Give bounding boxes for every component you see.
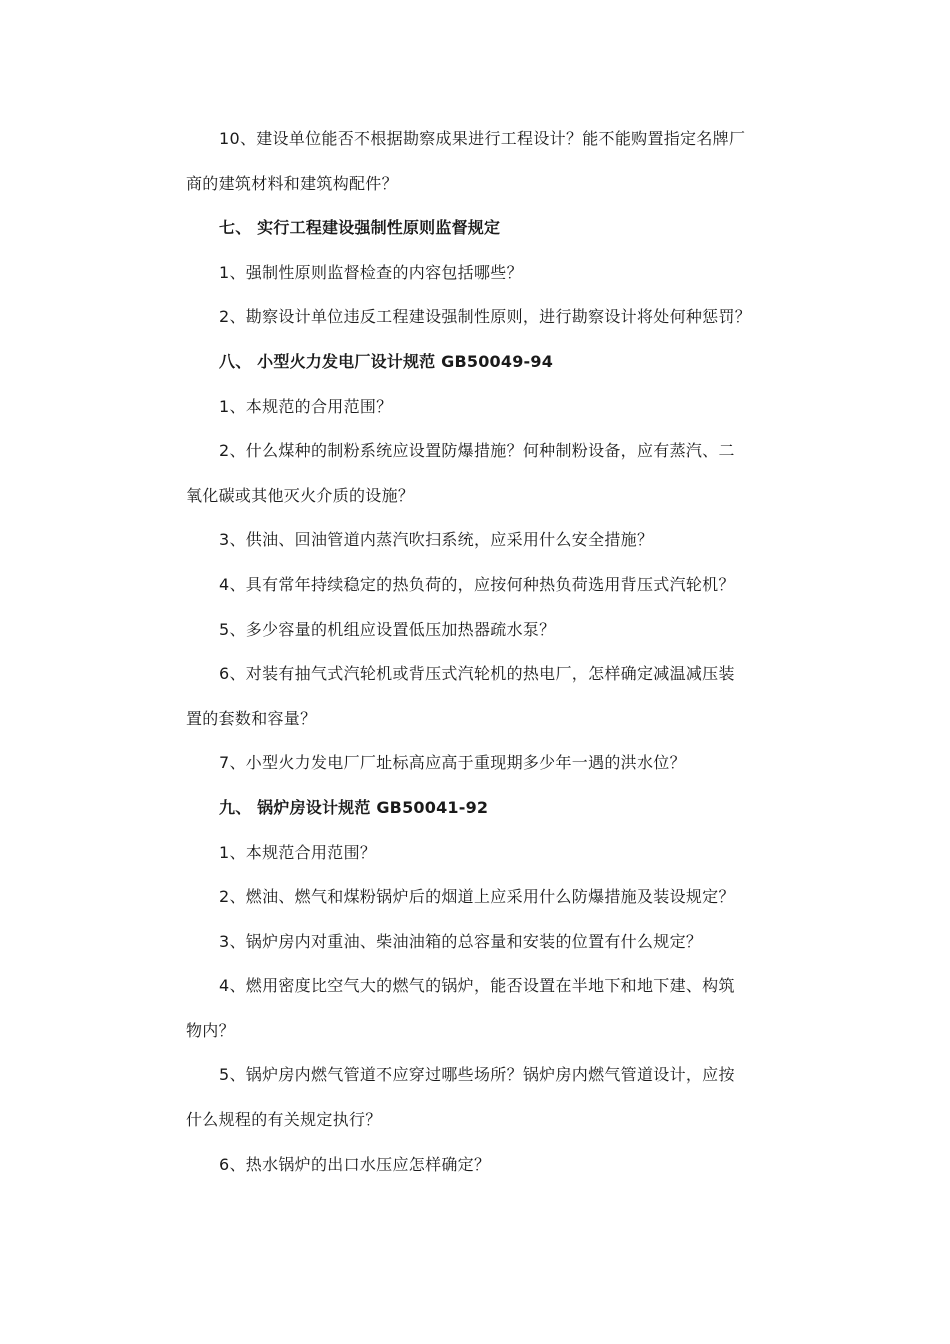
paragraph-line: 5、锅炉房内燃气管道不应穿过哪些场所？锅炉房内燃气管道设计，应按 bbox=[219, 1065, 735, 1085]
paragraph-line: 10、建设单位能否不根据勘察成果进行工程设计？能不能购置指定名牌厂 bbox=[219, 129, 746, 148]
paragraph-line: 2、什么煤种的制粉系统应设置防爆措施？何种制粉设备，应有蒸汽、二 bbox=[219, 441, 735, 461]
paragraph-line: 物内？ bbox=[186, 1020, 235, 1040]
paragraph-line: 6、对装有抽气式汽轮机或背压式汽轮机的热电厂，怎样确定减温减压装 bbox=[219, 664, 735, 684]
paragraph-line: 1、强制性原则监督检查的内容包括哪些？ bbox=[219, 262, 523, 282]
paragraph-line: 7、小型火力发电厂厂址标高应高于重现期多少年一遇的洪水位？ bbox=[219, 753, 686, 773]
paragraph-line: 什么规程的有关规定执行？ bbox=[186, 1110, 382, 1130]
paragraph-line: 氧化碳或其他灭火介质的设施？ bbox=[186, 485, 415, 505]
paragraph-line: 3、锅炉房内对重油、柴油油箱的总容量和安装的位置有什么规定？ bbox=[219, 931, 703, 951]
paragraph-line: 2、勘察设计单位违反工程建设强制性原则，进行勘察设计将处何种惩罚？ bbox=[219, 307, 752, 327]
section-heading-9: 九、 锅炉房设计规范 GB50041-92 bbox=[219, 797, 489, 817]
paragraph-line: 2、燃油、燃气和煤粉锅炉后的烟道上应采用什么防爆措施及装设规定？ bbox=[219, 887, 735, 907]
paragraph-line: 1、本规范合用范围？ bbox=[219, 842, 377, 862]
section-heading-8: 八、 小型火力发电厂设计规范 GB50049-94 bbox=[219, 351, 554, 371]
paragraph-line: 6、热水锅炉的出口水压应怎样确定？ bbox=[219, 1154, 491, 1174]
paragraph-line: 置的套数和容量？ bbox=[186, 708, 317, 728]
section-heading-7: 七、 实行工程建设强制性原则监督规定 bbox=[219, 218, 501, 238]
paragraph-line: 4、燃用密度比空气大的燃气的锅炉，能否设置在半地下和地下建、构筑 bbox=[219, 976, 735, 996]
paragraph-line: 商的建筑材料和建筑构配件？ bbox=[186, 173, 398, 193]
paragraph-line: 5、多少容量的机组应设置低压加热器疏水泵？ bbox=[219, 619, 556, 639]
document-body bbox=[186, 117, 766, 1187]
paragraph-line: 3、供油、回油管道内蒸汽吹扫系统，应采用什么安全措施？ bbox=[219, 530, 654, 550]
paragraph-line: 1、本规范的合用范围？ bbox=[219, 396, 393, 416]
paragraph-line: 4、具有常年持续稳定的热负荷的，应按何种热负荷选用背压式汽轮机？ bbox=[219, 574, 735, 594]
